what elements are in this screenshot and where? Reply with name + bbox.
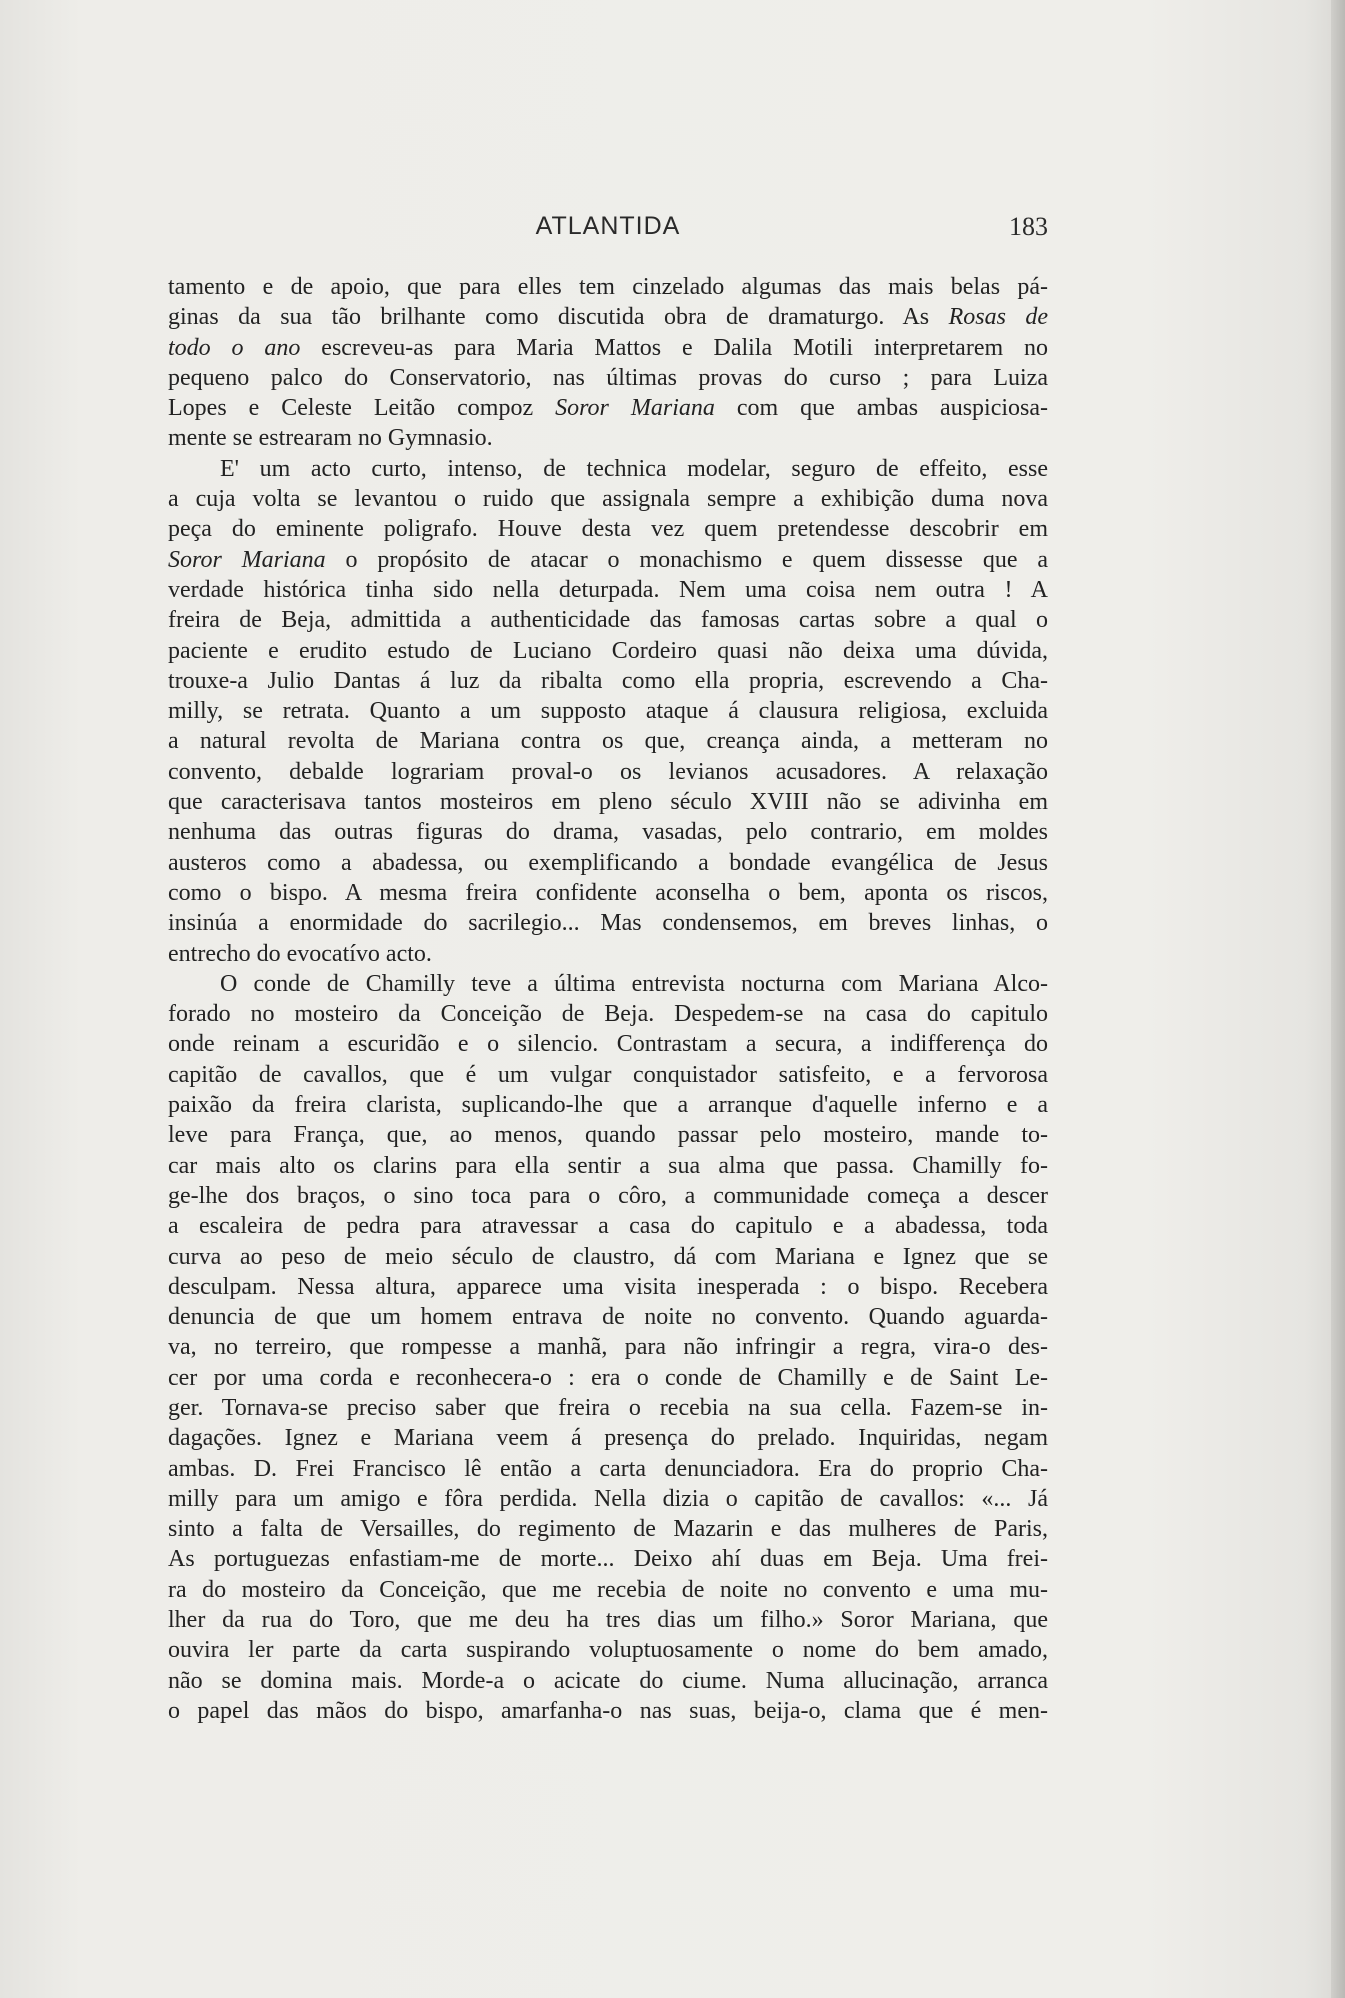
text-line: [168, 878, 1048, 908]
line-text: ambas. D. Frei Francisco lê então a carta denunciadora. Era do proprio Cha-: [168, 1455, 1048, 1482]
text-line: [168, 1060, 1048, 1090]
line-text: ra do mosteiro da Conceição, que me recebia de noite no convento e uma mu-: [168, 1576, 1048, 1603]
text-line: [168, 1544, 1048, 1574]
text-line: [168, 272, 1048, 302]
line-text: curva ao peso de meio século de claustro, dá com Mariana e Ignez que se: [168, 1243, 1048, 1270]
line-text: trouxe-a Julio Dantas á luz da ribalta como ella propria, escrevendo a Cha-: [168, 667, 1048, 694]
line-text: paciente e erudito estudo de Luciano Cordeiro quasi não deixa uma dúvida,: [168, 637, 1048, 664]
text-line: [168, 484, 1048, 514]
line-text: denuncia de que um homem entrava de noite no convento. Quando aguarda-: [168, 1304, 1048, 1331]
line-text: tamento e de apoio, que para elles tem cinzelado algumas das mais belas pá-: [168, 274, 1048, 300]
line-text: desculpam. Nessa altura, apparece uma visita inesperada : o bispo. Recebera: [168, 1273, 1048, 1300]
line-text: ger. Tornava-se preciso saber que freira o recebia na sua cella. Fazem-se in-: [168, 1394, 1048, 1421]
line-text: lher da rua do Toro, que me deu ha tres dias um filho.» Soror Mariana, que: [168, 1607, 1048, 1634]
text-line: [168, 999, 1048, 1029]
text-line: [168, 1363, 1048, 1393]
line-text: car mais alto os clarins para ella sentir a sua alma que passa. Chamilly fo-: [168, 1152, 1048, 1179]
line-text: a cuja volta se levantou o ruido que assignala sempre a exhibição duma nova: [168, 486, 1048, 513]
line-text: dagações. Ignez e Mariana veem á presença do prelado. Inquiridas, negam: [168, 1425, 1048, 1452]
line-text: Lopes e Celeste Leitão compoz: [168, 395, 556, 422]
line-text: que caracterisava tantos mosteiros em pleno século XVIII não se adivinha em: [168, 789, 1048, 816]
line-text: nenhuma das outras figuras do drama, vasadas, pelo contrario, em moldes: [168, 819, 1048, 846]
italic-title-text: Soror Mariana: [555, 395, 715, 422]
line-text: pequeno palco do Conservatorio, nas últimas provas do curso ; para Luiza: [168, 364, 1048, 391]
text-line: [168, 1393, 1048, 1423]
text-line: [168, 393, 1048, 423]
text-line: [168, 1635, 1048, 1665]
text-line: [168, 787, 1048, 817]
text-line: [168, 817, 1048, 847]
text-line: [168, 726, 1048, 756]
text-line: [168, 1029, 1048, 1059]
line-text: capitão de cavallos, que é um vulgar conquistador satisfeito, e a fervorosa: [168, 1061, 1048, 1088]
text-line: [168, 423, 1048, 453]
line-text: freira de Beja, admittida a authenticidade das famosas cartas sobre a qual o: [168, 607, 1048, 634]
text-line: [168, 1211, 1048, 1241]
text-line: [168, 1514, 1048, 1544]
text-line: [168, 1484, 1048, 1514]
text-line: [168, 1120, 1048, 1150]
italic-title-text: todo o ano: [168, 334, 301, 361]
text-line: [168, 939, 1048, 969]
text-line: [168, 696, 1048, 726]
line-text: entrecho do evocatívo acto.: [168, 940, 432, 967]
text-line: [168, 969, 1048, 999]
line-text: cer por uma corda e reconhecera-o : era o conde de Chamilly e de Saint Le-: [168, 1364, 1048, 1391]
line-text: a natural revolta de Mariana contra os que, creança ainda, a metteram no: [168, 728, 1048, 755]
line-text: ge-lhe dos braços, o sino toca para o côro, a communidade começa a descer: [168, 1182, 1048, 1209]
text-line: [168, 514, 1048, 544]
text-line: [168, 666, 1048, 696]
line-text: sinto a falta de Versailles, do regimento de Mazarin e das mulheres de Paris,: [168, 1516, 1048, 1543]
text-line: [168, 1696, 1048, 1726]
text-line: [168, 363, 1048, 393]
text-line: [168, 636, 1048, 666]
line-text: insinúa a enormidade do sacrilegio... Mas condensemos, em breves linhas, o: [168, 910, 1048, 937]
line-text: va, no terreiro, que rompesse a manhã, para não infringir a regra, vira-o des-: [168, 1334, 1048, 1361]
text-line: [168, 575, 1048, 605]
text-line: [168, 1151, 1048, 1181]
line-text: As portuguezas enfastiam-me de morte... Deixo ahí duas em Beja. Uma frei-: [168, 1546, 1048, 1573]
line-text: O conde de Chamilly teve a última entrevista nocturna com Mariana Alco-: [220, 970, 1048, 997]
text-line: [168, 545, 1048, 575]
line-text: forado no mosteiro da Conceição de Beja. Despedem-se na casa do capitulo: [168, 1001, 1048, 1028]
text-line: [168, 1242, 1048, 1272]
line-text: convento, debalde lograriam proval-o os levianos acusadores. A relaxação: [168, 758, 1048, 785]
page-edge-shadow: [1331, 0, 1345, 1998]
text-line: [168, 302, 1048, 332]
italic-title-text: Soror Mariana: [168, 546, 326, 573]
line-text: mente se estrearam no Gymnasio.: [168, 425, 493, 452]
page-number: 183: [1009, 212, 1048, 241]
line-text: ouvira ler parte da carta suspirando voluptuosamente o nome do bem amado,: [168, 1637, 1048, 1664]
text-line: [168, 757, 1048, 787]
line-text: com que ambas auspiciosa-: [714, 395, 1048, 422]
italic-title-text: Rosas de: [948, 304, 1048, 331]
line-text: onde reinam a escuridão e o silencio. Contrastam a secura, a indifferença do: [168, 1031, 1048, 1058]
line-text: não se domina mais. Morde-a o acicate do ciume. Numa allucinação, arranca: [168, 1667, 1048, 1694]
text-line: [168, 1302, 1048, 1332]
line-text: ginas da sua tão brilhante como discutida obra de dramaturgo. As: [168, 304, 949, 331]
page-header: [168, 212, 1048, 252]
line-text: milly, se retrata. Quanto a um supposto ataque á clausura religiosa, excluida: [168, 698, 1048, 725]
text-line: [168, 1605, 1048, 1635]
line-text: paixão da freira clarista, suplicando-lhe que a arranque d'aquelle inferno e a: [168, 1092, 1048, 1119]
text-line: [168, 1272, 1048, 1302]
text-line: [168, 848, 1048, 878]
line-text: o papel das mãos do bispo, amarfanha-o nas suas, beija-o, clama que é men-: [168, 1697, 1048, 1724]
text-line: [168, 1332, 1048, 1362]
line-text: a escaleira de pedra para atravessar a casa do capitulo e a abadessa, toda: [168, 1213, 1048, 1240]
running-title: ATLANTIDA: [535, 212, 681, 240]
text-line: [168, 605, 1048, 635]
line-text: o propósito de atacar o monachismo e quem dissesse que a: [325, 546, 1048, 573]
text-line: [168, 1666, 1048, 1696]
line-text: E' um acto curto, intenso, de technica modelar, seguro de effeito, esse: [220, 455, 1048, 482]
line-text: milly para um amigo e fôra perdida. Nella dizia o capitão de cavallos: «... Já: [168, 1485, 1048, 1512]
line-text: escreveu-as para Maria Mattos e Dalila Motili interpretarem no: [300, 334, 1048, 361]
line-text: peça do eminente poligrafo. Houve desta vez quem pretendesse descobrir em: [168, 516, 1048, 543]
text-line: [168, 1575, 1048, 1605]
body-text: [168, 272, 1048, 1726]
text-line: [168, 454, 1048, 484]
line-text: austeros como a abadessa, ou exemplificando a bondade evangélica de Jesus: [168, 849, 1048, 876]
text-line: [168, 1454, 1048, 1484]
text-line: [168, 333, 1048, 363]
line-text: leve para França, que, ao menos, quando passar pelo mosteiro, mande to-: [168, 1122, 1048, 1149]
text-line: [168, 1423, 1048, 1453]
line-text: verdade histórica tinha sido nella deturpada. Nem uma coisa nem outra ! A: [168, 576, 1048, 603]
text-line: [168, 1181, 1048, 1211]
text-line: [168, 1090, 1048, 1120]
text-line: [168, 908, 1048, 938]
line-text: como o bispo. A mesma freira confidente aconselha o bem, aponta os riscos,: [168, 879, 1048, 906]
